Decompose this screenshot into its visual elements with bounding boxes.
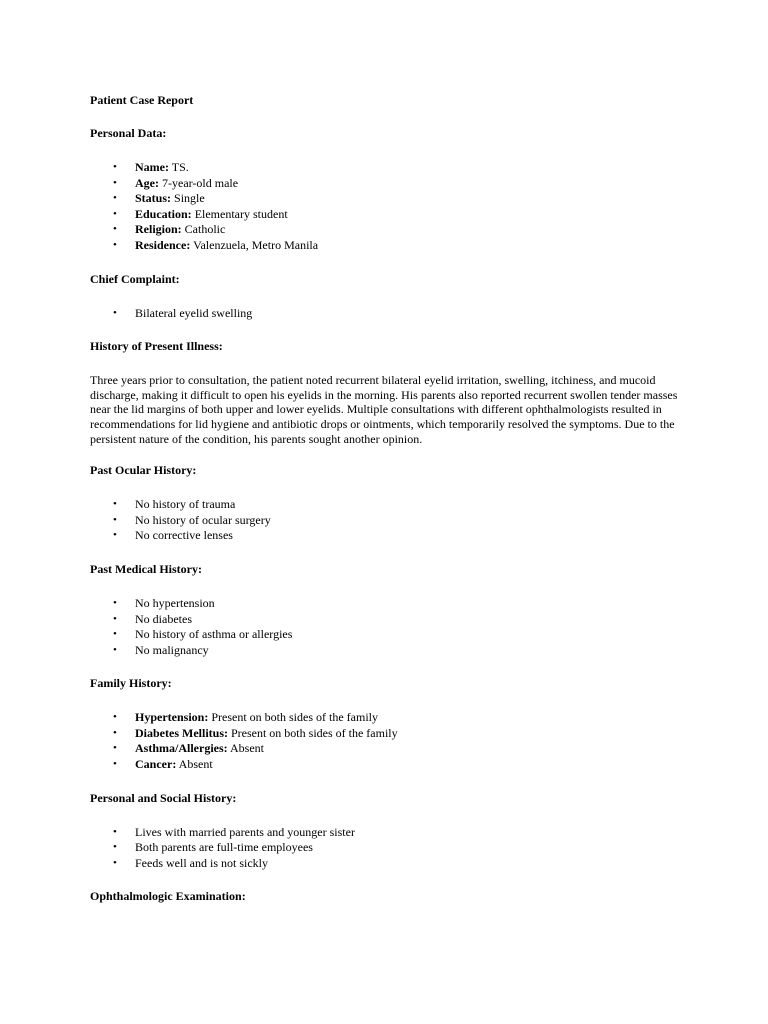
list-item <box>90 825 680 841</box>
personal-data-list <box>90 160 680 254</box>
list-item <box>90 726 680 742</box>
family-history-heading: Family History: <box>90 676 172 691</box>
list-item <box>90 757 680 773</box>
bullet-icon: • <box>113 498 117 511</box>
ophthalmologic-exam-heading: Ophthalmologic Examination: <box>90 889 246 904</box>
list-item <box>90 222 680 238</box>
bullet-icon: • <box>113 513 117 526</box>
list-item <box>90 176 680 192</box>
item-value: Single <box>174 191 205 206</box>
item-text: No history of ocular surgery <box>135 512 271 527</box>
item-value: 7-year-old male <box>162 175 239 190</box>
item-label: Status: <box>135 191 172 206</box>
item-text: Lives with married parents and younger sister <box>135 824 355 839</box>
bullet-icon: • <box>113 612 117 625</box>
bullet-icon: • <box>113 161 117 173</box>
item-text: No diabetes <box>135 611 192 626</box>
bullet-icon: • <box>113 529 117 542</box>
item-text: No hypertension <box>135 595 215 610</box>
chief-complaint-list <box>90 306 680 322</box>
item-text: Both parents are full-time employees <box>135 840 313 855</box>
item-text: No corrective lenses <box>135 528 233 543</box>
item-label: Age: <box>135 175 159 190</box>
bullet-icon: • <box>113 596 117 609</box>
past-medical-heading: Past Medical History: <box>90 561 202 576</box>
list-item <box>90 191 680 207</box>
present-illness-heading: History of Present Illness: <box>90 339 223 354</box>
chief-complaint-heading: Chief Complaint: <box>90 271 180 286</box>
list-item <box>90 207 680 223</box>
document-title: Patient Case Report <box>90 93 194 107</box>
item-label: Cancer: <box>135 757 177 772</box>
bullet-icon: • <box>113 306 117 319</box>
item-text: No history of asthma or allergies <box>135 627 293 642</box>
past-ocular-list <box>90 497 680 544</box>
item-label: Residence: <box>135 237 191 252</box>
item-text: No history of trauma <box>135 497 236 512</box>
item-value: Present on both sides of the family <box>230 725 398 740</box>
item-value: Absent <box>178 757 213 772</box>
bullet-icon: • <box>113 825 117 838</box>
list-item <box>90 513 680 529</box>
present-illness-paragraph: Three years prior to consultation, the patient noted recurrent bilateral eyelid irritation, swelling, itchiness, and mucoid discharge, making it difficult to open his eyelids in the morning. His parents also reported recurrent swollen tender masses near the lid margins of both upper and lower eyelids. Multiple consultations with different ophthalmologists resulted in recommendations for lid hygiene and antibiotic drops or ointments, which temporarily resolved the symptoms. Due to the persistent nature of the condition, his parents sought another opinion. <box>90 373 678 446</box>
item-value: Present on both sides of the family <box>211 710 378 725</box>
list-item <box>90 741 680 757</box>
item-label: Hypertension: <box>135 710 209 725</box>
list-item <box>90 596 680 612</box>
item-value: TS. <box>171 160 189 174</box>
list-item <box>90 238 680 254</box>
bullet-icon: • <box>113 711 117 724</box>
item-text: Feeds well and is not sickly <box>135 855 268 870</box>
item-label: Diabetes Mellitus: <box>135 725 228 740</box>
list-item <box>90 306 680 322</box>
bullet-icon: • <box>113 223 117 236</box>
item-label: Education: <box>135 206 192 221</box>
item-label: Asthma/Allergies: <box>135 741 228 756</box>
past-medical-list <box>90 596 680 658</box>
item-value: Catholic <box>184 222 226 237</box>
item-text: No malignancy <box>135 642 209 657</box>
list-item <box>90 710 680 726</box>
bullet-icon: • <box>113 628 117 641</box>
bullet-icon: • <box>113 176 117 189</box>
document-body <box>90 93 680 923</box>
list-item <box>90 160 680 176</box>
list-item <box>90 528 680 544</box>
bullet-icon: • <box>113 758 117 771</box>
item-label: Religion: <box>135 222 182 237</box>
bullet-icon: • <box>113 207 117 220</box>
bullet-icon: • <box>113 856 117 869</box>
bullet-icon: • <box>113 726 117 739</box>
item-value: Valenzuela, Metro Manila <box>193 237 319 252</box>
list-item <box>90 856 680 872</box>
family-history-list <box>90 710 680 772</box>
bullet-icon: • <box>113 643 117 656</box>
social-history-list <box>90 825 680 872</box>
bullet-icon: • <box>113 742 117 755</box>
item-value: Elementary student <box>194 206 288 221</box>
item-label: Name: <box>135 160 169 174</box>
list-item <box>90 497 680 513</box>
bullet-icon: • <box>113 841 117 854</box>
past-ocular-heading: Past Ocular History: <box>90 463 197 478</box>
personal-data-heading: Personal Data: <box>90 126 167 140</box>
list-item <box>90 643 680 659</box>
list-item <box>90 627 680 643</box>
bullet-icon: • <box>113 238 117 251</box>
list-item <box>90 840 680 856</box>
item-text: Bilateral eyelid swelling <box>135 305 253 320</box>
bullet-icon: • <box>113 192 117 205</box>
list-item <box>90 612 680 628</box>
item-value: Absent <box>230 741 264 756</box>
social-history-heading: Personal and Social History: <box>90 790 237 805</box>
